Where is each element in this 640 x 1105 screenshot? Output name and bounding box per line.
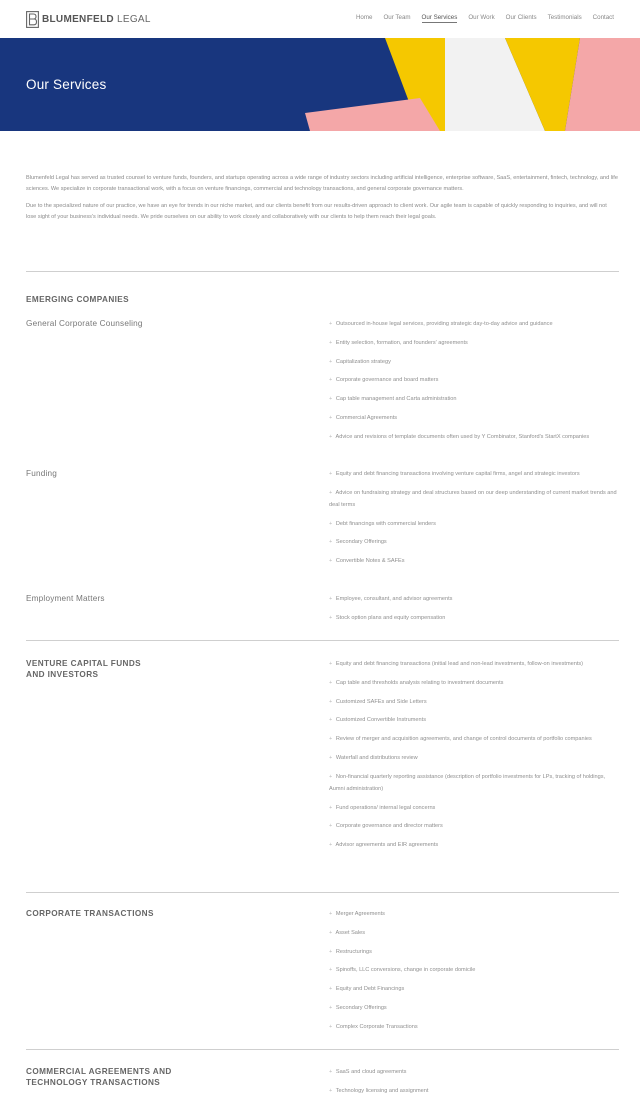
list-item: + Cap table management and Carta administration (329, 396, 457, 403)
commercial-agreements-list (329, 1066, 621, 1104)
list-item: + Merger Agreements (329, 911, 385, 917)
section-title-corporate-transactions: CORPORATE TRANSACTIONS (26, 909, 154, 918)
list-item: + Advice on fundraising strategy and deal structures based on our deep understanding of current market trends and deal terms (329, 489, 617, 508)
nav-our-work[interactable]: Our Work (468, 14, 495, 21)
list-item: + Entity selection, formation, and founders' agreements (329, 339, 468, 346)
section-title-line: AND INVESTORS (26, 669, 99, 679)
section-title-commercial-agreements (26, 1067, 172, 1088)
list-item: + Cap table and thresholds analysis relating to investment documents (329, 679, 504, 686)
corporate-transactions-list (329, 908, 621, 1040)
list-item: + Equity and debt financing transactions involving venture capital firms, angel and strategic investors (329, 471, 580, 477)
list-item: + Capitalization strategy (329, 358, 391, 365)
subsection-title-funding: Funding (26, 469, 57, 478)
nav-contact[interactable]: Contact (592, 14, 614, 21)
section-divider (26, 1049, 619, 1050)
list-item: + Fund operations/ internal legal concerns (329, 804, 436, 811)
list-item: + Equity and debt financing transactions (initial lead and non-lead investments, follow-on investments) (329, 661, 584, 667)
funding-list (329, 468, 621, 574)
list-item: + Review of merger and acquisition agreements, and change of control documents of portfolio companies (329, 736, 592, 743)
logo-text (42, 14, 151, 25)
list-item: + Corporate governance and director matters (329, 823, 443, 830)
intro-section (26, 173, 618, 229)
list-item: + Employee, consultant, and advisor agreements (329, 596, 453, 602)
list-item: + Advisor agreements and EIR agreements (329, 842, 439, 849)
general-corporate-list (329, 318, 621, 450)
list-item: + Stock option plans and equity compensation (329, 614, 446, 621)
list-item: + Secondary Offerings (329, 539, 387, 546)
list-item: + Secondary Offerings (329, 1004, 387, 1011)
intro-paragraph: Blumenfeld Legal has served as trusted counsel to venture funds, founders, and startups operating across a wide range of industry sectors including artificial intelligence, enterprise software, SaaS, entertainment, fintech, technology, and life sciences. We specialize in corporate transactional work, with a focus on venture financings, commercial and technology transactions, and general corporate governance matters. (26, 175, 618, 193)
list-item: + Outsourced in-house legal services, providing strategic day-to-day advice and guidance (329, 321, 553, 327)
list-item: + Non-financial quarterly reporting assistance (description of portfolio investments for LPs, tracking of holdings, Aumni administration) (329, 773, 606, 792)
main-nav (345, 14, 614, 23)
list-item: + Commercial Agreements (329, 414, 398, 421)
section-title-line: TECHNOLOGY TRANSACTIONS (26, 1077, 161, 1087)
list-item: + Equity and Debt Financings (329, 986, 405, 993)
section-divider (26, 892, 619, 893)
list-item: + Waterfall and distributions review (329, 754, 418, 761)
venture-capital-list (329, 658, 621, 858)
page-title: Our Services (26, 77, 107, 92)
section-title-venture-capital (26, 659, 141, 680)
hero-banner (0, 38, 640, 131)
nav-our-clients[interactable]: Our Clients (505, 14, 537, 21)
nav-our-services[interactable]: Our Services (421, 14, 458, 21)
section-title-line: COMMERCIAL AGREEMENTS AND (26, 1067, 172, 1076)
list-item: + Debt financings with commercial lenders (329, 520, 436, 527)
logo-name-light: LEGAL (116, 13, 151, 25)
subsection-title-general-corporate: General Corporate Counseling (26, 319, 143, 328)
list-item: + Asset Sales (329, 929, 366, 936)
list-item: + Complex Corporate Transactions (329, 1023, 418, 1030)
list-item: + Spinoffs, LLC conversions, change in corporate domicile (329, 967, 476, 974)
list-item: + Customized Convertible Instruments (329, 717, 427, 724)
section-title-emerging-companies: EMERGING COMPANIES (26, 295, 130, 304)
section-divider (26, 640, 619, 641)
nav-our-team[interactable]: Our Team (383, 14, 411, 21)
employment-list (329, 593, 621, 631)
site-header (0, 0, 640, 38)
site-logo[interactable] (26, 10, 151, 28)
list-item: + Customized SAFEs and Side Letters (329, 698, 427, 705)
list-item: + Convertible Notes & SAFEs (329, 558, 405, 565)
nav-testimonials[interactable]: Testimonials (547, 14, 582, 21)
intro-paragraph: Due to the specialized nature of our practice, we have an eye for trends in our niche market, and our clients benefit from our results-driven approach to client work. Our agile team is capable of quickly responding to inquiries, and will not lose sight of your business's individual needs. We pride ourselves on our ability to work closely and collaboratively with our clients to help them reach their legal goals. (26, 203, 607, 221)
section-title-line: VENTURE CAPITAL FUNDS (26, 659, 141, 668)
subsection-title-employment: Employment Matters (26, 594, 105, 603)
list-item: + SaaS and cloud agreements (329, 1069, 407, 1075)
nav-home[interactable]: Home (355, 14, 373, 21)
list-item: + Advice and revisions of template documents often used by Y Combinator, Stanford's StartX companies (329, 433, 590, 440)
list-item: + Technology licensing and assignment (329, 1087, 429, 1094)
section-divider (26, 271, 619, 272)
logo-mark-icon (26, 11, 39, 28)
list-item: + Corporate governance and board matters (329, 377, 439, 384)
list-item: + Restructurings (329, 948, 372, 955)
logo-name-bold: BLUMENFELD (42, 13, 114, 25)
